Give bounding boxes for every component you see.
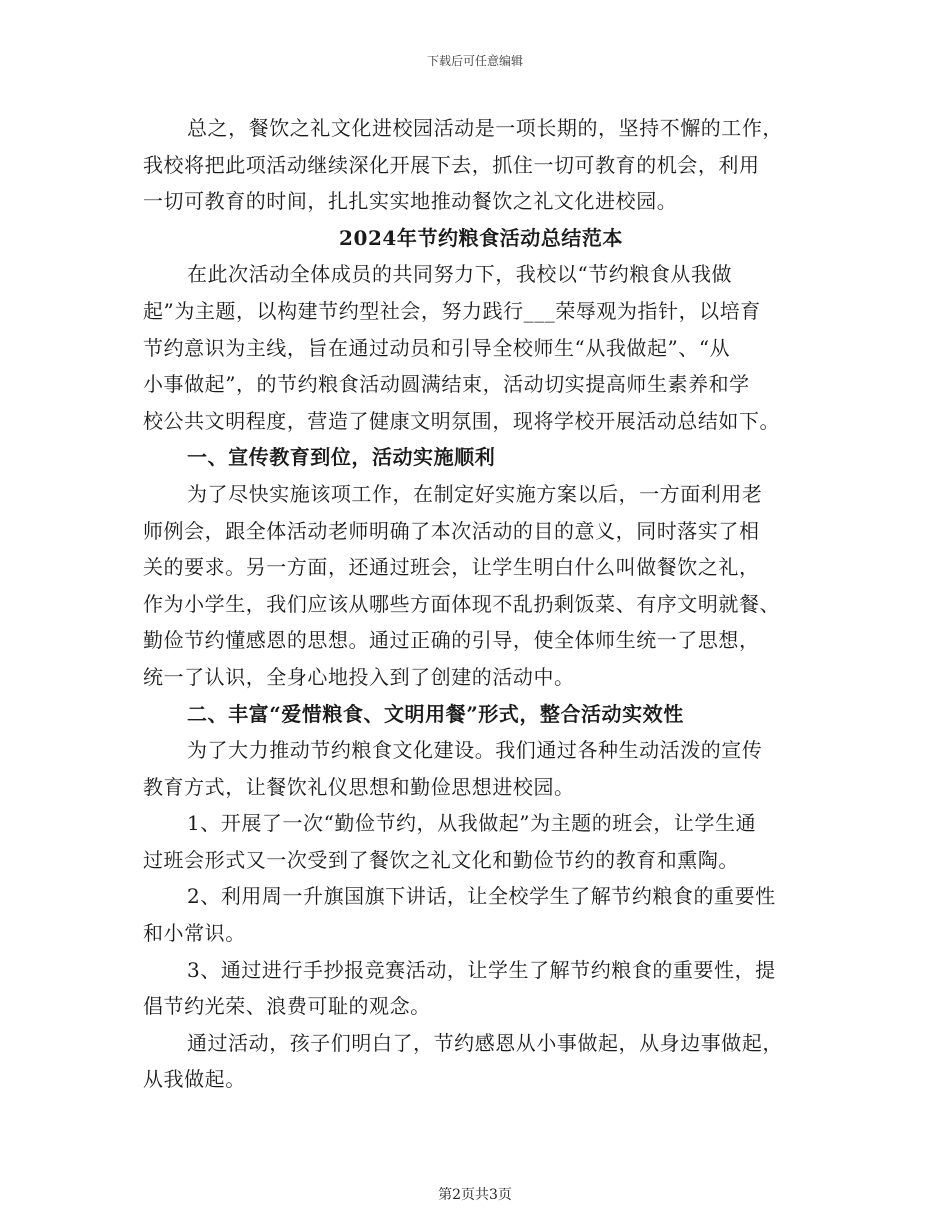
- paragraph-line: 起”为主题，以构建节约型社会，努力践行___荣辱观为指针，以培育: [143, 298, 761, 323]
- document-title: 2024年节约粮食活动总结范本: [339, 225, 623, 250]
- paragraph-line: 统一了认识，全身心地投入到了创建的活动中。: [143, 664, 575, 689]
- list-item-line: 1、开展了一次“勤俭节约，从我做起”为主题的班会，让学生通: [187, 811, 757, 836]
- paragraph-line: 关的要求。另一方面，还通过班会，让学生明白什么叫做餐饮之礼，: [143, 555, 760, 580]
- paragraph-line: 节约意识为主线，旨在通过动员和引导全校师生“从我做起”、“从: [143, 335, 731, 360]
- paragraph-line: 在此次活动全体成员的共同努力下，我校以“节约粮食从我做: [187, 262, 733, 287]
- paragraph-line: 作为小学生，我们应该从哪些方面体现不乱扔剩饭菜、有序文明就餐、: [143, 591, 781, 616]
- paragraph-line: 从我做起。: [143, 1067, 246, 1092]
- paragraph-line: 为了大力推动节约粮食文化建设。我们通过各种生动活泼的宣传: [187, 738, 763, 763]
- section-heading-1: 一、宣传教育到位，活动实施顺利: [187, 445, 496, 470]
- section-heading-2: 二、丰富“爱惜粮食、文明用餐”形式，整合活动实效性: [187, 701, 684, 726]
- list-item-line: 2、利用周一升旗国旗下讲话，让全校学生了解节约粮食的重要性: [187, 884, 776, 909]
- paragraph-line: 师例会，跟全体活动老师明确了本次活动的目的意义，同时落实了相: [143, 518, 760, 543]
- list-item-line: 过班会形式又一次受到了餐饮之礼文化和勤俭节约的教育和熏陶。: [143, 847, 739, 872]
- intro-line: 一切可教育的时间，扎扎实实地推动餐饮之礼文化进校园。: [143, 189, 678, 214]
- page-footer: 第2页共3页: [438, 1187, 512, 1203]
- paragraph-line: 校公共文明程度，营造了健康文明氛围，现将学校开展活动总结如下。: [143, 408, 781, 433]
- intro-line: 总之，餐饮之礼文化进校园活动是一项长期的，坚持不懈的工作，: [187, 116, 783, 140]
- list-item-line: 和小常识。: [143, 921, 246, 946]
- document-body: [143, 110, 807, 1098]
- page-header: 下载后可任意编辑: [426, 54, 523, 68]
- paragraph-line: 教育方式，让餐饮礼仪思想和勤俭思想进校园。: [143, 774, 575, 799]
- list-item-line: 倡节约光荣、浪费可耻的观念。: [143, 994, 431, 1019]
- paragraph-line: 为了尽快实施该项工作，在制定好实施方案以后，一方面利用老: [187, 481, 763, 506]
- intro-line: 我校将把此项活动继续深化开展下去，抓住一切可教育的机会，利用: [143, 152, 760, 177]
- paragraph-line: 通过活动，孩子们明白了，节约感恩从小事做起，从身边事做起，: [187, 1030, 783, 1055]
- list-item-line: 3、通过进行手抄报竞赛活动，让学生了解节约粮食的重要性，提: [187, 957, 776, 982]
- paragraph-line: 小事做起”，的节约粮食活动圆满结束，活动切实提高师生素养和学: [143, 372, 750, 397]
- paragraph-line: 勤俭节约懂感恩的思想。通过正确的引导，使全体师生统一了思想，: [143, 628, 760, 653]
